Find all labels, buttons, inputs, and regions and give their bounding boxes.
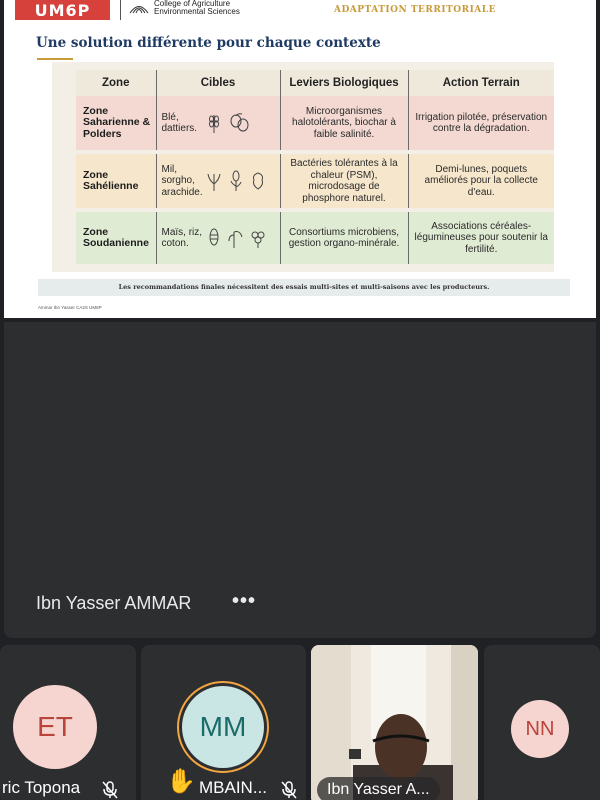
- slide-section-header: ADAPTATION TERRITORIALE: [334, 5, 496, 15]
- table-row: [76, 152, 554, 210]
- header-cibles: Cibles: [156, 70, 280, 96]
- participant-tile[interactable]: [141, 645, 306, 800]
- logo-divider: [120, 0, 121, 20]
- peanut-icon: [250, 170, 266, 192]
- cibles-cell: [156, 210, 280, 266]
- leviers-cell: Bactéries tolérantes à la chaleur (PSM), microdosage de phosphore naturel.: [280, 152, 408, 210]
- cotton-icon: [250, 227, 266, 249]
- zones-table: [76, 70, 554, 268]
- wheat-icon: [206, 112, 222, 134]
- dates-icon: [228, 112, 252, 134]
- college-emblem-icon: [128, 0, 150, 14]
- more-options-button[interactable]: •••: [232, 590, 257, 612]
- slide-title: Une solution différente pour chaque contexte: [36, 35, 381, 51]
- title-underline: [37, 58, 73, 60]
- header-leviers: Leviers Biologiques: [280, 70, 408, 96]
- table-row: [76, 96, 554, 152]
- participant-name: MBAIN...: [199, 778, 268, 797]
- cibles-cell: [156, 96, 280, 152]
- participant-name: Ibn Yasser A...: [317, 777, 440, 800]
- slide-footer-credits: Ammar Ibn Yasser CA2S UM6P: [38, 305, 102, 310]
- main-participant-tile[interactable]: [4, 322, 596, 638]
- main-participant-name: Ibn Yasser AMMAR: [36, 593, 192, 613]
- leviers-cell: Consortiums microbiens, gestion organo-minérale.: [280, 210, 408, 266]
- zone-cell: Zone Saharienne & Polders: [76, 96, 156, 152]
- action-cell: Associations céréales-légumineuses pour soutenir la fertilité.: [408, 210, 554, 266]
- rice-icon: [228, 227, 244, 249]
- college-name: College of Agriculture Environmental Sciences: [154, 0, 240, 16]
- zone-cell: Zone Sahélienne: [76, 152, 156, 210]
- millet-icon: [206, 170, 222, 192]
- mic-off-icon: [281, 781, 297, 799]
- table-header-row: [76, 70, 554, 96]
- sorghum-icon: [228, 170, 244, 192]
- slide-footer-note: Les recommandations finales nécessitent des essais multi-sites et multi-saisons avec les producteurs.: [38, 279, 570, 296]
- participant-video-tile[interactable]: [311, 645, 478, 800]
- cibles-text: Blé, dattiers.: [161, 111, 198, 134]
- participant-name: ric Topona: [2, 778, 81, 797]
- header-zone: Zone: [76, 70, 156, 96]
- action-cell: Irrigation pilotée, préservation contre la dégradation.: [408, 96, 554, 152]
- cibles-cell: [156, 152, 280, 210]
- mic-off-icon: [102, 781, 118, 799]
- leviers-cell: Microorganismes halotolérants, biochar à faible salinité.: [280, 96, 408, 152]
- raised-hand-icon: ✋: [166, 768, 196, 795]
- maize-icon: [206, 227, 222, 249]
- cibles-text: Mil, sorgho, arachide.: [161, 163, 203, 198]
- participant-tile[interactable]: [484, 645, 600, 800]
- header-action: Action Terrain: [408, 70, 554, 96]
- um6p-logo: UM6P: [15, 0, 110, 20]
- avatar: MM: [182, 686, 264, 768]
- table-row: [76, 210, 554, 266]
- participant-tile[interactable]: [0, 645, 136, 800]
- cibles-text: Maïs, riz, coton.: [161, 226, 203, 249]
- action-cell: Demi-lunes, poquets améliorés pour la collecte d'eau.: [408, 152, 554, 210]
- shared-slide: [4, 0, 596, 318]
- zone-cell: Zone Soudanienne: [76, 210, 156, 266]
- avatar: ET: [13, 685, 97, 769]
- avatar: NN: [511, 700, 569, 758]
- zones-table-container: [52, 62, 554, 272]
